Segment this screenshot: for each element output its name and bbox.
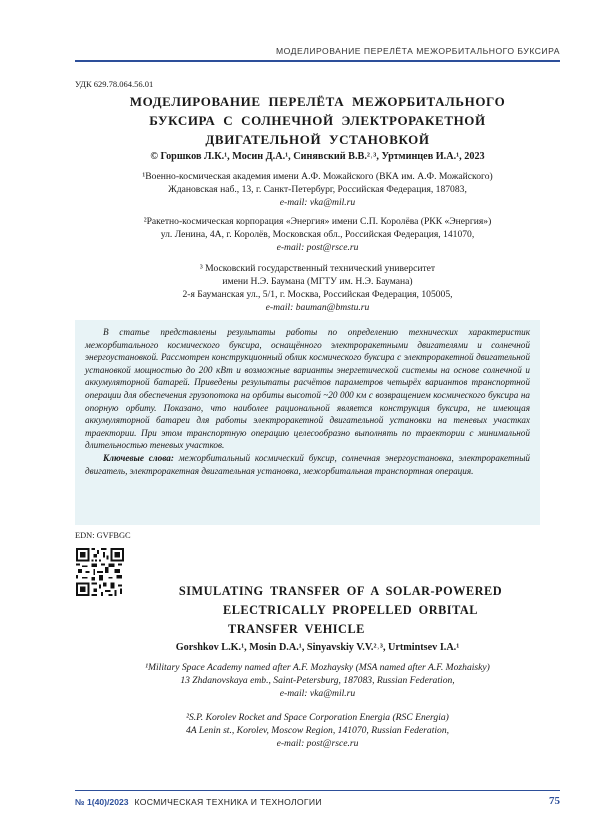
affiliation-line: ул. Ленина, 4А, г. Королёв, Московская обл., Российская Федерация, 141070, — [160, 229, 475, 240]
en-title-line: TRANSFER VEHICLE — [228, 622, 365, 636]
affiliation-line: имени Н.Э. Баумана (МГТУ им. Н.Э. Баумана) — [222, 276, 413, 287]
edn-code: EDN: GVFBGC — [75, 531, 131, 540]
running-head: МОДЕЛИРОВАНИЕ ПЕРЕЛЁТА МЕЖОРБИТАЛЬНОГО БУКСИРА — [275, 46, 560, 56]
ru-title-line: ДВИГАТЕЛЬНОЙ УСТАНОВКОЙ — [205, 132, 430, 147]
affiliation-line: ³ Московский государственный технический университет — [199, 263, 436, 274]
en-title-line: SIMULATING TRANSFER OF A SOLAR-POWERED — [178, 584, 503, 598]
qr-code — [76, 548, 124, 596]
affiliation-line: 13 Zhdanovskaya emb., Saint-Petersburg, 187083, Russian Federation, — [180, 675, 455, 686]
ru-affiliation-1 — [75, 170, 560, 209]
en-affiliation-2 — [75, 711, 560, 750]
ru-title-line: МОДЕЛИРОВАНИЕ ПЕРЕЛЁТА МЕЖОРБИТАЛЬНОГО — [129, 94, 506, 109]
udc-code: УДК 629.78.064.56.01 — [75, 79, 154, 89]
en-affiliation-1 — [75, 661, 560, 700]
affiliation-line: ¹Военно-космическая академия имени А.Ф. Можайского (ВКА им. А.Ф. Можайского) — [142, 171, 493, 182]
affiliation-line: 4A Lenin st., Korolev, Moscow Region, 141070, Russian Federation, — [185, 725, 450, 736]
abstract-text: В статье представлены результаты работы по определению технических характеристик межорбитального космического буксира, оснащённого электроракетными двигателями и солнечной энергоустановкой. Рассмотрен конструкционный облик космического буксира с электроракетной двигательной установкой мощностью до 200 кВт и возможные варианты энергетической системы на основе солнечной и аккумуляторной батарей. Приведены результаты расчётов параметров четырёх вариантов транспортной операции для обеспечения грузопотока на орбиты высотой ~20 000 км с возвращением космического буксира на опорную орбиту. Показано, что наиболее рациональной является конструкция буксира, не имеющая аккумуляторной батареи для работы электроракетной двигательной установки на теневых участках траектории. При этом транспортную операцию целесообразно выполнять по траектории с минимальной длительностью теневых участков. — [85, 327, 530, 451]
affiliation-line: ²S.P. Korolev Rocket and Space Corporation Energia (RSC Energia) — [186, 712, 449, 723]
email-link[interactable]: e-mail: vka@mil.ru — [279, 688, 356, 699]
ru-authors: © Горшков Л.К.¹, Мосин Д.А.¹, Синявский В.В.²˒³, Уртминцев И.А.¹, 2023 — [150, 151, 485, 162]
affiliation-line: 2-я Бауманская ул., 5/1, г. Москва, Российская Федерация, 105005, — [182, 289, 453, 300]
affiliation-line: Ждановская наб., 13, г. Санкт-Петербург, Российская Федерация, 187083, — [168, 184, 467, 195]
keywords-text: межорбитальный космический буксир, солнечная энергоустановка, электроракетный двигатель, электроракетная двигательная установка, межорбитальная транспортная операция. — [85, 452, 531, 476]
email-link[interactable]: e-mail: vka@mil.ru — [279, 197, 356, 208]
ru-affiliation-2 — [75, 215, 560, 254]
keywords-label: Ключевые слова: — [103, 452, 174, 463]
ru-title — [75, 92, 560, 149]
affiliation-line: ¹Military Space Academy named after A.F. Mozhaysky (MSA named after A.F. Mozhaisky) — [145, 662, 490, 673]
en-authors: Gorshkov L.K.¹, Mosin D.A.¹, Sinyavskiy V.V.²˒³, Urtmintsev I.A.¹ — [175, 642, 460, 653]
header-rule — [75, 60, 560, 62]
page-number: 75 — [549, 795, 560, 807]
keywords-paragraph — [85, 452, 530, 477]
en-title-line: ELECTRICALLY PROPELLED ORBITAL — [223, 603, 478, 617]
affiliation-line: ²Ракетно-космическая корпорация «Энергия» имени С.П. Королёва (РКК «Энергия») — [143, 216, 492, 227]
ru-title-line: БУКСИРА С СОЛНЕЧНОЙ ЭЛЕКТРОРАКЕТНОЙ — [149, 113, 486, 128]
en-title — [168, 582, 513, 639]
issue-number: № 1(40)/2023 — [75, 797, 129, 807]
journal-name: КОСМИЧЕСКАЯ ТЕХНИКА И ТЕХНОЛОГИИ — [134, 797, 322, 807]
email-link[interactable]: e-mail: post@rsce.ru — [276, 242, 359, 253]
abstract-box — [75, 320, 540, 525]
email-link[interactable]: e-mail: post@rsce.ru — [276, 738, 359, 749]
email-link[interactable]: e-mail: bauman@bmstu.ru — [265, 302, 370, 313]
ru-affiliation-3 — [75, 262, 560, 314]
footer-rule — [75, 790, 560, 791]
footer — [75, 797, 322, 807]
